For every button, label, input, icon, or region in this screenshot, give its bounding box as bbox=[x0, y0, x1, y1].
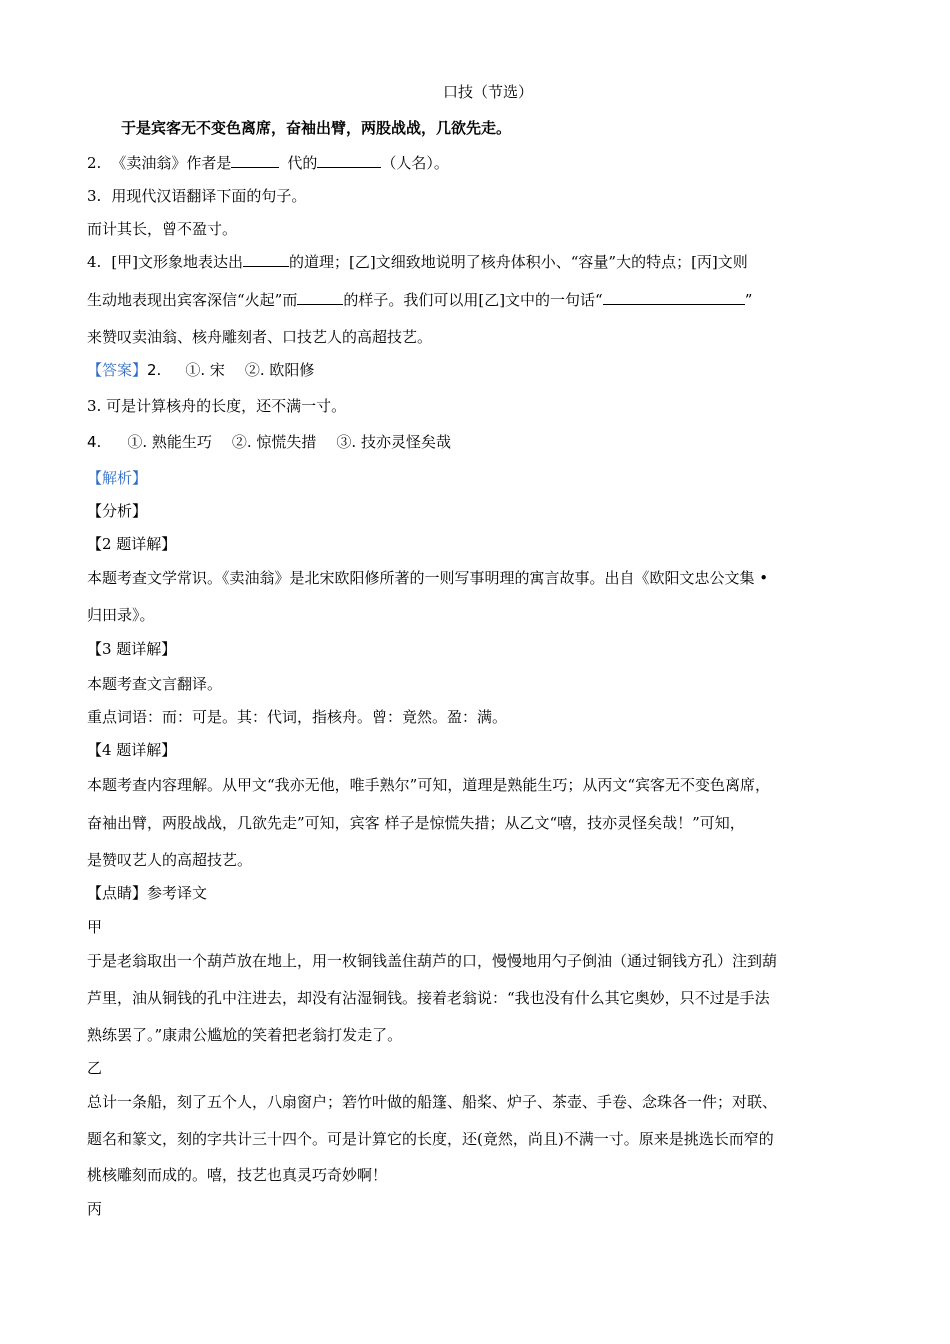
answer-label: 【答案】 bbox=[87, 361, 148, 379]
detail-3-line-1: 本题考查文言翻译。 bbox=[87, 675, 223, 693]
answer-line-4 bbox=[87, 432, 451, 452]
question-4-line-1 bbox=[87, 252, 748, 272]
answer-item: ②. 欧阳修 bbox=[244, 361, 315, 379]
answer-item: ①. 宋 bbox=[185, 361, 225, 379]
translation-bing-heading: 丙 bbox=[87, 1200, 103, 1218]
question-text: 《卖油翁》作者是 bbox=[111, 154, 232, 172]
translation-jia-heading: 甲 bbox=[87, 918, 103, 936]
detail-2-line-2: 归田录》。 bbox=[87, 606, 155, 624]
question-text: ” bbox=[744, 291, 753, 309]
answer-number: 4. bbox=[87, 433, 102, 451]
answer-line-2 bbox=[87, 360, 314, 380]
answer-blank bbox=[603, 290, 745, 305]
question-4-line-2 bbox=[87, 290, 752, 310]
question-text: [甲]文形象地表达出 bbox=[111, 253, 244, 271]
answer-item: ③. 技亦灵怪矣哉 bbox=[336, 433, 451, 451]
detail-4-line-3: 是赞叹艺人的高超技艺。 bbox=[87, 851, 253, 869]
question-2 bbox=[87, 153, 449, 173]
question-3 bbox=[87, 186, 306, 206]
answer-number: 2. bbox=[147, 361, 162, 379]
translation-yi-line-2: 题名和篆文，刻的字共计三十四个。可是计算它的长度，还(竟然，尚且)不满一寸。原来是挑选长而窄的 bbox=[87, 1130, 774, 1148]
translation-yi-line-1: 总计一条船，刻了五个人，八扇窗户；箬竹叶做的船篷、船桨、炉子、茶壶、手卷、念珠各一件；对联、 bbox=[87, 1093, 778, 1111]
question-text: （人名）。 bbox=[381, 154, 449, 172]
translation-jia-line-2: 芦里，油从铜钱的孔中注进去，却没有沾湿铜钱。接着老翁说：“我也没有什么其它奥妙，只不过是手法 bbox=[87, 989, 770, 1007]
answer-line-3: 3. 可是计算核舟的长度，还不满一寸。 bbox=[87, 397, 347, 415]
translation-jia-line-1: 于是老翁取出一个葫芦放在地上，用一枚铜钱盖住葫芦的口，慢慢地用勺子倒油（通过铜钱方孔）注到葫 bbox=[87, 952, 778, 970]
detail-4-title: 【4 题详解】 bbox=[87, 741, 177, 759]
detail-4-line-1: 本题考查内容理解。从甲文“我亦无他，唯手熟尔”可知，道理是熟能生巧；从丙文“宾客无不变色离席， bbox=[87, 776, 771, 794]
analysis-fenxi: 【分析】 bbox=[87, 502, 148, 520]
question-number: 2. bbox=[87, 154, 102, 172]
question-text: 用现代汉语翻译下面的句子。 bbox=[111, 187, 307, 205]
question-text: 的样子。我们可以用[乙]文中的一句话“ bbox=[343, 291, 603, 309]
question-4-line-3: 来赞叹卖油翁、核舟雕刻者、口技艺人的高超技艺。 bbox=[87, 328, 433, 346]
passage-title: 口技（节选） bbox=[443, 83, 534, 101]
detail-4-line-2: 奋袖出臂，两股战战，几欲先走”可知，宾客 样子是惊慌失措；从乙文“嘻，技亦灵怪矣哉！”可知， bbox=[87, 814, 745, 832]
translation-label: 【点睛】参考译文 bbox=[87, 884, 208, 902]
passage-quote: 于是宾客无不变色离席，奋袖出臂，两股战战，几欲先走。 bbox=[121, 119, 512, 137]
analysis-label: 【解析】 bbox=[87, 469, 148, 487]
question-3-sentence: 而计其长，曾不盈寸。 bbox=[87, 220, 238, 238]
answer-item: ①. 熟能生巧 bbox=[127, 433, 212, 451]
detail-2-title: 【2 题详解】 bbox=[87, 535, 177, 553]
detail-3-line-2: 重点词语：而：可是。其：代词，指核舟。曾：竟然。盈：满。 bbox=[87, 708, 508, 726]
question-text: 代的 bbox=[287, 154, 318, 172]
question-number: 3. bbox=[87, 187, 102, 205]
detail-3-title: 【3 题详解】 bbox=[87, 640, 177, 658]
translation-yi-line-3: 桃核雕刻而成的。嘻，技艺也真灵巧奇妙啊！ bbox=[87, 1166, 388, 1184]
question-number: 4. bbox=[87, 253, 102, 271]
translation-jia-line-3: 熟练罢了。”康肃公尴尬的笑着把老翁打发走了。 bbox=[87, 1026, 403, 1044]
question-text: 生动地表现出宾客深信“火起”而 bbox=[87, 291, 298, 309]
answer-item: ②. 惊慌失措 bbox=[231, 433, 317, 451]
translation-yi-heading: 乙 bbox=[87, 1059, 103, 1077]
question-text: 的道理；[乙]文细致地说明了核舟体积小、“容量”大的特点；[丙]文则 bbox=[289, 253, 748, 271]
answer-blank bbox=[243, 252, 289, 267]
answer-blank bbox=[317, 153, 381, 168]
detail-2-line-1: 本题考查文学常识。《卖油翁》是北宋欧阳修所著的一则写事明理的寓言故事。出自《欧阳文忠公文集 • bbox=[87, 569, 769, 587]
answer-blank bbox=[297, 290, 343, 305]
answer-blank bbox=[231, 153, 279, 168]
